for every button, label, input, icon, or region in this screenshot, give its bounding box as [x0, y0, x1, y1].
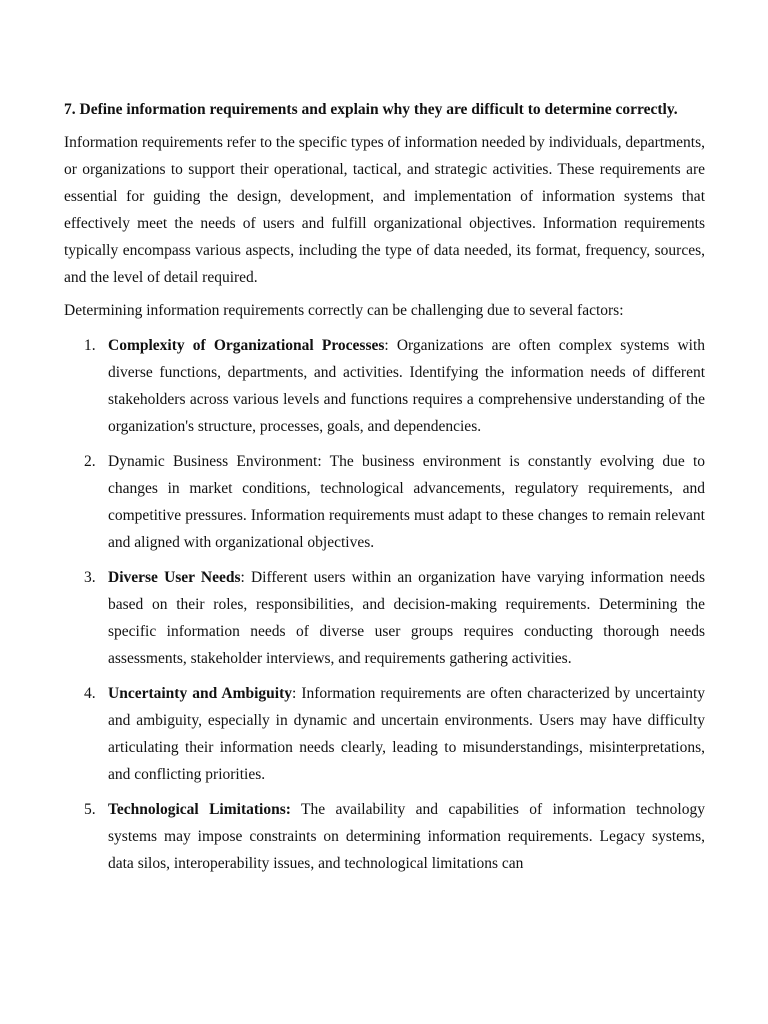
list-item-text: Different users within an organization have varying information needs based on their roles, responsibilities, and decision-making requirements. Determining the specific information needs of diverse user groups requires conducting thorough needs assessments, stakeholder interviews, and requirements gathering activities.	[108, 569, 705, 667]
lead-in-sentence: Determining information requirements correctly can be challenging due to several factors:	[64, 302, 624, 319]
list-item	[64, 680, 705, 788]
list-item	[64, 448, 705, 556]
list-item-separator: :	[384, 337, 389, 354]
intro-paragraph: Information requirements refer to the specific types of information needed by individuals, departments, or organizations to support their operational, tactical, and strategic activities. These requirements are essential for guiding the design, development, and implementation of information systems that effectively meet the needs of users and fulfill organizational objectives. Information requirements typically encompass various aspects, including the type of data needed, its format, frequency, sources, and the level of detail required.	[64, 134, 705, 286]
list-item	[64, 332, 705, 440]
list-item-text: Dynamic Business Environment: The business environment is constantly evolving due to changes in market conditions, technological advancements, regulatory requirements, and competitive pressures. Information requirements must adapt to these changes to remain relevant and aligned with organizational objectives.	[108, 453, 705, 551]
list-item-text: The availability and capabilities of information technology systems may impose constraints on determining information requirements. Legacy systems, data silos, interoperability issues, and technological limitations can	[108, 801, 705, 872]
list-item	[64, 796, 705, 877]
list-item-term: Technological Limitations:	[108, 801, 291, 818]
list-item-term: Uncertainty and Ambiguity	[108, 685, 293, 702]
list-item-separator: :	[292, 685, 297, 702]
list-item-number: 4.	[84, 685, 96, 702]
list-item-separator: :	[240, 569, 245, 586]
list-item-text: Information requirements are often characterized by uncertainty and ambiguity, especially in dynamic and uncertain environments. Users may have difficulty articulating their information needs clearly, leading to misunderstandings, misinterpretations, and conflicting priorities.	[108, 685, 706, 783]
factors-list	[64, 332, 705, 877]
list-item-term: Diverse User Needs	[108, 569, 241, 586]
list-item-number: 2.	[84, 453, 96, 470]
list-item-number: 3.	[84, 569, 96, 586]
list-item-term: Complexity of Organizational Processes	[108, 337, 385, 354]
list-item-text: Organizations are often complex systems with diverse functions, departments, and activities. Identifying the information needs of different stakeholders across various levels and functions requires a comprehensive understanding of the organization's structure, processes, goals, and dependencies.	[108, 337, 706, 435]
question-heading: 7. Define information requirements and explain why they are difficult to determine correctly.	[64, 101, 678, 118]
list-item-number: 1.	[84, 337, 96, 354]
list-item	[64, 564, 705, 672]
list-item-number: 5.	[84, 801, 96, 818]
document-page	[64, 96, 705, 885]
